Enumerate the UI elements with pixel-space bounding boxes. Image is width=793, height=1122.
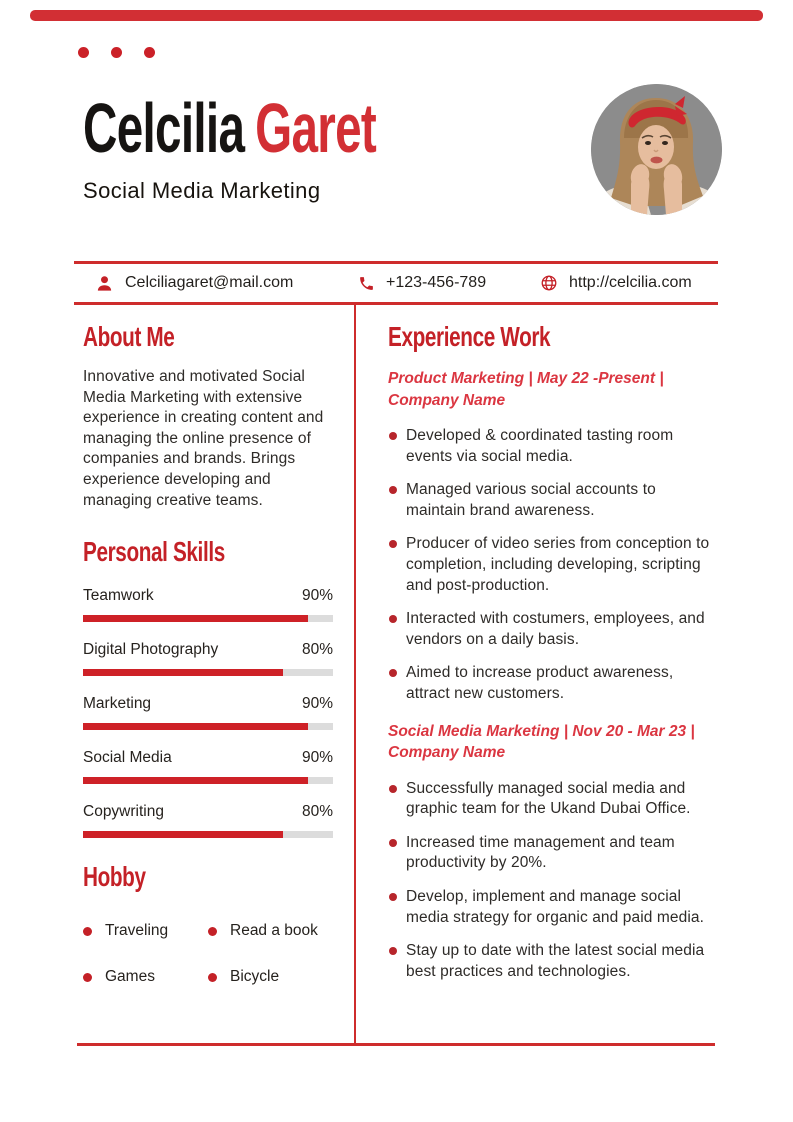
- bullet-dot-icon: [389, 486, 397, 494]
- bullet-dot-icon: [83, 927, 92, 936]
- skill-label: Digital Photography: [83, 641, 219, 659]
- job-title: Product Marketing | May 22 -Present | Company Name: [388, 370, 664, 409]
- left-column: [83, 322, 333, 986]
- job-title: Social Media Marketing | Nov 20 - Mar 23 | Company Name: [388, 722, 695, 762]
- bullet-dot-icon: [389, 947, 397, 955]
- skill-percent: 80%: [301, 641, 333, 659]
- job-bullet: Successfully managed social media and graphic team for the Ukand Dubai Office.: [388, 779, 712, 820]
- skill-bar-fill: [83, 723, 308, 730]
- contact-bar: [74, 261, 718, 305]
- bullet-dot-icon: [389, 432, 397, 440]
- bullet-dot-icon: [389, 669, 397, 677]
- skills-list: [83, 587, 333, 838]
- skill-label: Teamwork: [83, 587, 154, 605]
- skill-bar-track: [83, 615, 333, 622]
- website-text: http://celcilia.com: [569, 274, 692, 291]
- contact-email: [95, 264, 293, 302]
- hobby-item: [83, 922, 208, 940]
- skill-bar-track: [83, 777, 333, 784]
- skill-percent: 90%: [301, 695, 333, 713]
- phone-text: +123-456-789: [386, 274, 487, 291]
- skill-bar-track: [83, 723, 333, 730]
- skill-bar-fill: [83, 615, 308, 622]
- bullet-dot-icon: [389, 540, 397, 548]
- hobby-heading: Hobby: [83, 861, 146, 893]
- job-bullet: Increased time management and team productivity by 20%.: [388, 833, 712, 874]
- hobby-item: [208, 922, 333, 940]
- job-bullet: Develop, implement and manage social media strategy for organic and paid media.: [388, 887, 712, 928]
- job-bullet: Producer of video series from conception to completion, including developing, scripting and post-production.: [388, 534, 712, 596]
- job-title-subtitle: Social Media Marketing: [83, 178, 321, 203]
- portrait-illustration: [591, 84, 722, 215]
- skill-item: [83, 641, 333, 676]
- contact-website: [540, 264, 692, 302]
- skill-item: [83, 587, 333, 622]
- skill-bar-fill: [83, 777, 308, 784]
- bullet-dot-icon: [208, 927, 217, 936]
- dot-icon: [111, 47, 122, 58]
- job-bullet-list: [388, 779, 712, 983]
- skill-label: Copywriting: [83, 803, 164, 821]
- about-heading: About Me: [83, 321, 175, 352]
- skill-item: [83, 695, 333, 730]
- bullet-dot-icon: [389, 615, 397, 623]
- bottom-rule: [77, 1043, 715, 1046]
- top-accent-bar: [30, 10, 763, 21]
- contact-phone: [358, 264, 486, 302]
- hobby-label: Traveling: [105, 922, 169, 940]
- bullet-dot-icon: [389, 893, 397, 901]
- bullet-dot-icon: [389, 785, 397, 793]
- job-bullet: Managed various social accounts to maintain brand awareness.: [388, 480, 712, 521]
- dot-icon: [144, 47, 155, 58]
- skill-label: Social Media: [83, 749, 172, 767]
- bullet-dot-icon: [389, 839, 397, 847]
- column-divider: [354, 302, 356, 1043]
- last-name: Garet: [255, 89, 377, 167]
- skill-percent: 80%: [301, 803, 333, 821]
- skill-bar-track: [83, 669, 333, 676]
- hobby-item: [83, 968, 208, 986]
- bullet-dot-icon: [208, 973, 217, 982]
- job-bullet: Aimed to increase product awareness, attract new customers.: [388, 663, 712, 704]
- bullet-dot-icon: [83, 973, 92, 982]
- skill-percent: 90%: [301, 587, 333, 605]
- hobby-label: Read a book: [230, 922, 318, 940]
- job-bullet: Interacted with costumers, employees, and vendors on a daily basis.: [388, 609, 712, 650]
- person-icon: [95, 274, 114, 293]
- skill-item: [83, 803, 333, 838]
- name-heading: [83, 89, 377, 167]
- job-bullet: Developed & coordinated tasting room events via social media.: [388, 426, 712, 467]
- skill-bar-fill: [83, 831, 283, 838]
- skill-item: [83, 749, 333, 784]
- hobby-label: Games: [105, 968, 155, 986]
- skill-bar-fill: [83, 669, 283, 676]
- experience-heading: Experience Work: [388, 321, 551, 352]
- email-text: Celciliagaret@mail.com: [125, 274, 294, 291]
- globe-icon: [540, 274, 558, 292]
- job-bullet: Stay up to date with the latest social media best practices and technologies.: [388, 941, 712, 982]
- skill-bar-track: [83, 831, 333, 838]
- about-body: Innovative and motivated Social Media Marketing with extensive experience in creating content and managing the online presence of companies and brands. Brings experience developing and managing creative teams.: [83, 368, 324, 509]
- hobby-label: Bicycle: [230, 968, 280, 986]
- phone-icon: [358, 275, 375, 292]
- hobby-item: [208, 968, 333, 986]
- right-column: [388, 322, 712, 995]
- skill-percent: 90%: [301, 749, 333, 767]
- hobby-list: [83, 922, 333, 986]
- job-bullet-list: [388, 426, 712, 705]
- skill-label: Marketing: [83, 695, 152, 713]
- skills-heading: Personal Skills: [83, 536, 225, 568]
- first-name: Celcilia: [83, 89, 245, 167]
- profile-photo: [591, 84, 722, 215]
- dot-icon: [78, 47, 89, 58]
- decorative-dots: [78, 47, 155, 58]
